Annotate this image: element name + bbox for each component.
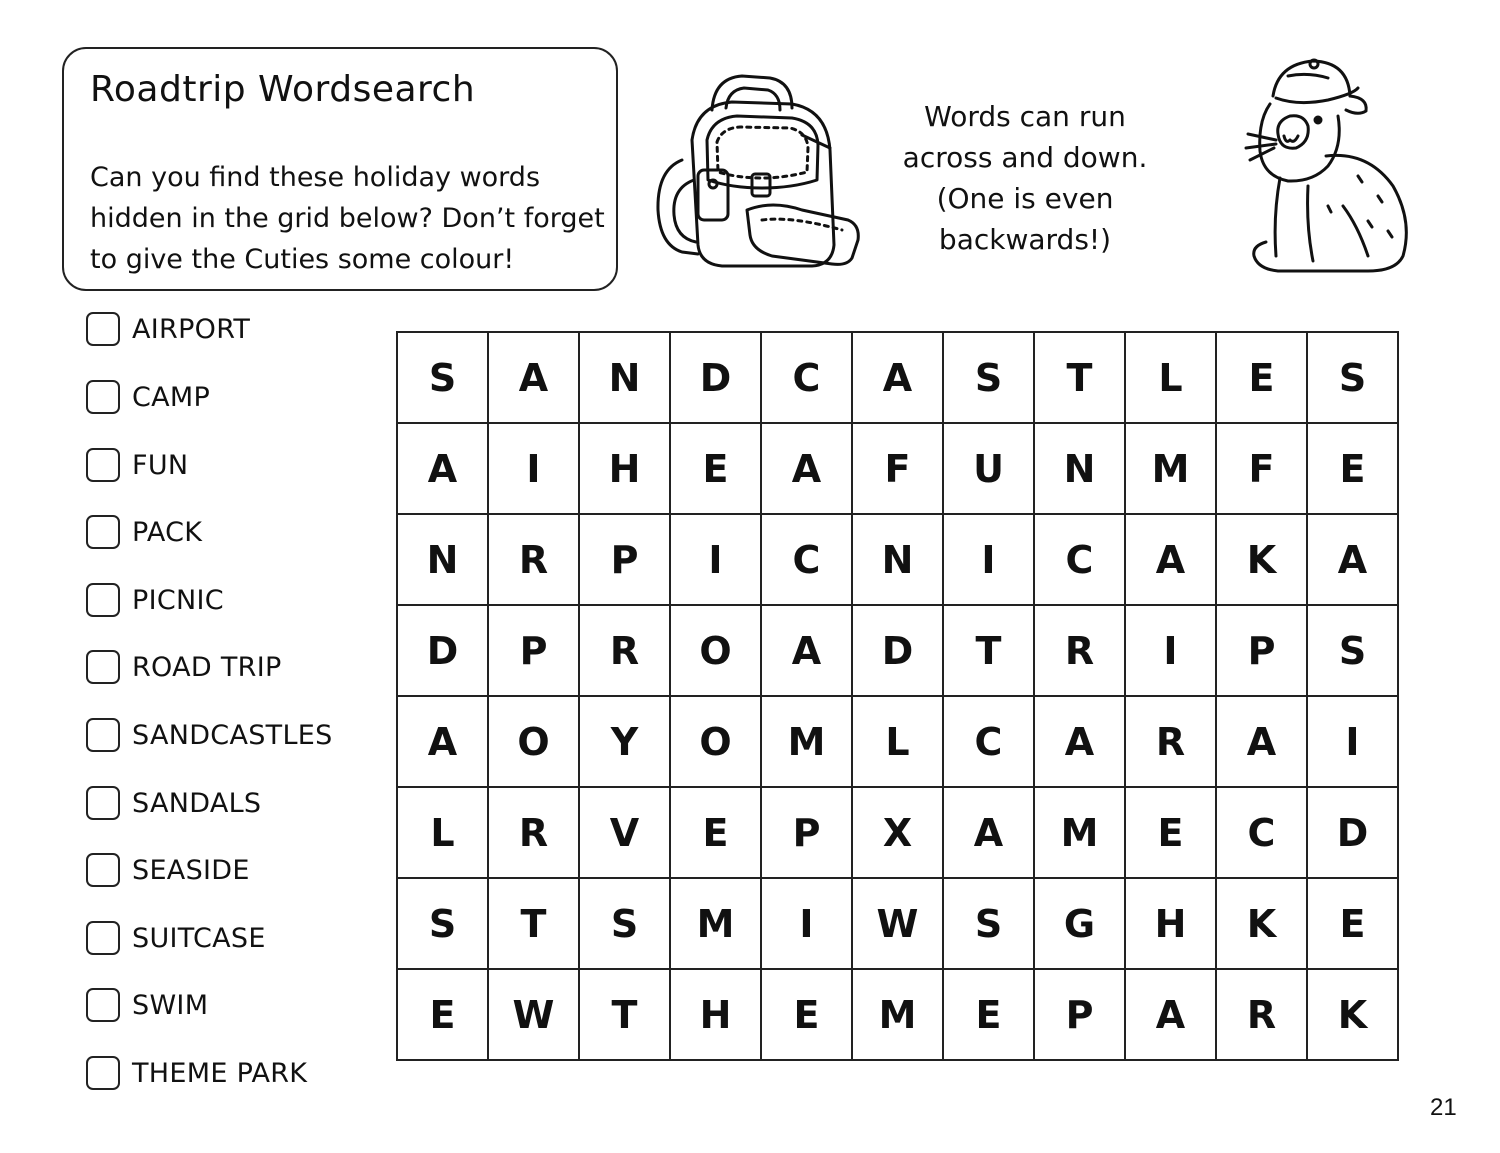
grid-row: [397, 514, 1398, 605]
grid-cell[interactable]: A: [943, 787, 1034, 878]
grid-cell[interactable]: W: [852, 878, 943, 969]
grid-cell[interactable]: P: [1216, 605, 1307, 696]
grid-cell[interactable]: E: [1307, 878, 1398, 969]
grid-cell[interactable]: A: [1307, 514, 1398, 605]
wordsearch-grid: [396, 331, 1399, 1061]
word-item-sandals: [86, 783, 261, 823]
grid-cell[interactable]: A: [852, 332, 943, 423]
grid-cell[interactable]: E: [670, 423, 761, 514]
page-number: 21: [1430, 1094, 1457, 1121]
grid-cell[interactable]: F: [852, 423, 943, 514]
grid-cell[interactable]: D: [670, 332, 761, 423]
hint-text: [880, 96, 1170, 260]
grid-cell[interactable]: A: [1125, 514, 1216, 605]
word-checkbox[interactable]: [86, 650, 120, 684]
word-label: SWIM: [132, 989, 209, 1021]
grid-cell[interactable]: O: [488, 696, 579, 787]
grid-cell[interactable]: A: [1034, 696, 1125, 787]
word-label: SEASIDE: [132, 854, 250, 886]
backpack-illustration: [652, 70, 872, 275]
grid-cell[interactable]: E: [943, 969, 1034, 1060]
word-checkbox[interactable]: [86, 718, 120, 752]
grid-cell[interactable]: K: [1216, 878, 1307, 969]
grid-cell[interactable]: S: [397, 878, 488, 969]
word-label: PICNIC: [132, 584, 224, 616]
grid-cell[interactable]: X: [852, 787, 943, 878]
grid-cell[interactable]: P: [488, 605, 579, 696]
word-label: CAMP: [132, 381, 211, 413]
grid-row: [397, 605, 1398, 696]
word-item-pack: [86, 512, 202, 552]
grid-cell[interactable]: I: [943, 514, 1034, 605]
grid-cell[interactable]: N: [579, 332, 670, 423]
grid-cell[interactable]: I: [1307, 696, 1398, 787]
grid-cell[interactable]: H: [579, 423, 670, 514]
grid-cell[interactable]: S: [579, 878, 670, 969]
grid-cell[interactable]: R: [1216, 969, 1307, 1060]
grid-row: [397, 969, 1398, 1060]
grid-cell[interactable]: I: [1125, 605, 1216, 696]
grid-cell[interactable]: S: [397, 332, 488, 423]
grid-cell[interactable]: K: [1307, 969, 1398, 1060]
grid-cell[interactable]: L: [1125, 332, 1216, 423]
grid-row: [397, 332, 1398, 423]
grid-cell[interactable]: G: [1034, 878, 1125, 969]
grid-cell[interactable]: A: [761, 605, 852, 696]
grid-cell[interactable]: N: [852, 514, 943, 605]
grid-cell[interactable]: C: [761, 332, 852, 423]
word-item-picnic: [86, 580, 224, 620]
grid-cell[interactable]: R: [488, 787, 579, 878]
hint-line: (One is even: [936, 182, 1114, 215]
grid-cell[interactable]: N: [1034, 423, 1125, 514]
word-item-airport: [86, 309, 250, 349]
word-item-fun: [86, 445, 188, 485]
grid-cell[interactable]: D: [397, 605, 488, 696]
word-label: SANDALS: [132, 787, 262, 819]
grid-cell[interactable]: H: [670, 969, 761, 1060]
grid-cell[interactable]: A: [397, 696, 488, 787]
grid-cell[interactable]: A: [397, 423, 488, 514]
word-label: ROAD TRIP: [132, 651, 282, 683]
page-title: Roadtrip Wordsearch: [90, 69, 476, 110]
word-item-swim: [86, 985, 208, 1025]
grid-cell[interactable]: S: [1307, 605, 1398, 696]
grid-cell[interactable]: T: [488, 878, 579, 969]
grid-cell[interactable]: O: [670, 696, 761, 787]
word-checkbox[interactable]: [86, 786, 120, 820]
grid-cell[interactable]: C: [1034, 514, 1125, 605]
grid-row: [397, 696, 1398, 787]
grid-row: [397, 423, 1398, 514]
wordsearch-grid-body: [397, 332, 1398, 1060]
word-checkbox[interactable]: [86, 515, 120, 549]
grid-cell[interactable]: L: [852, 696, 943, 787]
grid-cell[interactable]: D: [852, 605, 943, 696]
grid-cell[interactable]: A: [1125, 969, 1216, 1060]
grid-cell[interactable]: T: [943, 605, 1034, 696]
grid-cell[interactable]: E: [1216, 332, 1307, 423]
grid-cell[interactable]: A: [1216, 696, 1307, 787]
grid-cell[interactable]: R: [1125, 696, 1216, 787]
grid-cell[interactable]: S: [943, 878, 1034, 969]
grid-cell[interactable]: E: [1125, 787, 1216, 878]
grid-cell[interactable]: F: [1216, 423, 1307, 514]
grid-cell[interactable]: Y: [579, 696, 670, 787]
word-checkbox[interactable]: [86, 1056, 120, 1090]
grid-cell[interactable]: L: [397, 787, 488, 878]
grid-cell[interactable]: C: [943, 696, 1034, 787]
word-item-camp: [86, 377, 210, 417]
grid-cell[interactable]: P: [1034, 969, 1125, 1060]
word-item-seaside: [86, 850, 250, 890]
grid-cell[interactable]: M: [1034, 787, 1125, 878]
grid-cell[interactable]: M: [852, 969, 943, 1060]
word-checkbox[interactable]: [86, 312, 120, 346]
intro-line: Can you find these holiday words: [90, 162, 541, 193]
grid-cell[interactable]: S: [943, 332, 1034, 423]
word-checkbox[interactable]: [86, 583, 120, 617]
hint-line: Words can run: [924, 100, 1126, 133]
grid-row: [397, 787, 1398, 878]
word-checkbox[interactable]: [86, 988, 120, 1022]
grid-cell[interactable]: I: [488, 423, 579, 514]
word-label: PACK: [132, 516, 203, 548]
grid-cell[interactable]: P: [761, 787, 852, 878]
grid-cell[interactable]: M: [670, 878, 761, 969]
grid-cell[interactable]: W: [488, 969, 579, 1060]
intro-line: hidden in the grid below? Don’t forget: [90, 203, 605, 234]
word-label: AIRPORT: [132, 313, 251, 345]
word-label: SUITCASE: [132, 922, 266, 954]
word-item-theme-park: [86, 1053, 307, 1093]
word-item-road-trip: [86, 647, 282, 687]
grid-cell[interactable]: E: [761, 969, 852, 1060]
hint-line: across and down.: [902, 141, 1148, 174]
grid-cell[interactable]: C: [761, 514, 852, 605]
capybara-illustration: [1218, 56, 1418, 281]
word-label: FUN: [132, 449, 189, 481]
grid-cell[interactable]: I: [761, 878, 852, 969]
grid-cell[interactable]: E: [397, 969, 488, 1060]
grid-cell[interactable]: D: [1307, 787, 1398, 878]
grid-cell[interactable]: R: [1034, 605, 1125, 696]
grid-cell[interactable]: C: [1216, 787, 1307, 878]
grid-cell[interactable]: M: [1125, 423, 1216, 514]
word-checkbox[interactable]: [86, 380, 120, 414]
grid-cell[interactable]: K: [1216, 514, 1307, 605]
intro-line: to give the Cuties some colour!: [90, 244, 515, 275]
grid-cell[interactable]: M: [761, 696, 852, 787]
grid-cell[interactable]: N: [397, 514, 488, 605]
grid-cell[interactable]: P: [579, 514, 670, 605]
grid-cell[interactable]: A: [761, 423, 852, 514]
word-checkbox[interactable]: [86, 921, 120, 955]
grid-cell[interactable]: I: [670, 514, 761, 605]
grid-cell[interactable]: H: [1125, 878, 1216, 969]
grid-cell[interactable]: E: [670, 787, 761, 878]
word-item-suitcase: [86, 918, 266, 958]
grid-cell[interactable]: T: [579, 969, 670, 1060]
grid-cell[interactable]: T: [1034, 332, 1125, 423]
grid-cell[interactable]: A: [488, 332, 579, 423]
grid-cell[interactable]: R: [488, 514, 579, 605]
word-checkbox[interactable]: [86, 853, 120, 887]
grid-cell[interactable]: V: [579, 787, 670, 878]
intro-instructions: [90, 157, 610, 280]
word-label: SANDCASTLES: [132, 719, 333, 751]
grid-cell[interactable]: E: [1307, 423, 1398, 514]
word-item-sandcastles: [86, 715, 333, 755]
grid-cell[interactable]: O: [670, 605, 761, 696]
word-checkbox[interactable]: [86, 448, 120, 482]
intro-box: [62, 47, 618, 291]
grid-cell[interactable]: U: [943, 423, 1034, 514]
grid-cell[interactable]: R: [579, 605, 670, 696]
word-label: THEME PARK: [132, 1057, 308, 1089]
hint-line: backwards!): [938, 223, 1112, 256]
grid-row: [397, 878, 1398, 969]
grid-cell[interactable]: S: [1307, 332, 1398, 423]
